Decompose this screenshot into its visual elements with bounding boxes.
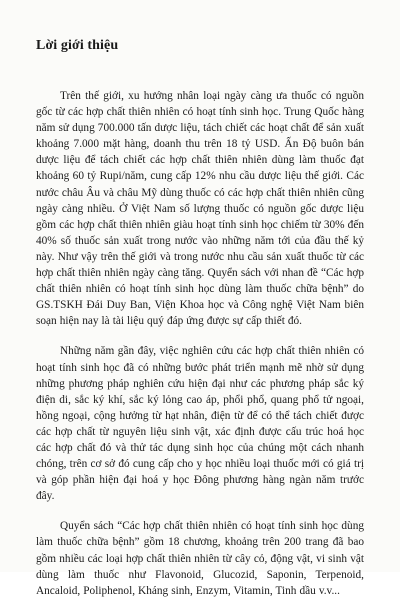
page-title: Lời giới thiệu <box>36 38 119 53</box>
paragraph-1: Trên thế giới, xu hướng nhân loại ngày càng ưa thuốc có nguồn gốc từ các hợp chất thiên nhiên có hoạt tính sinh học. Trung Quốc hàng năm sử dụng 700.000 tấn dược liệu, tách chiết các hoạt chất để sản xuất khoảng 7.000 mặt hàng, doanh thu trên 18 tỷ USD. Ấn Độ buôn bán dược liệu để tách chiết các hợp chất thiên nhiên dùng làm thuốc đạt khoảng 60 tỷ Rupi/năm, cung cấp 12% nhu cầu dược liệu thế giới. Các nước châu Âu và châu Mỹ dùng thuốc có các hợp chất thiên nhiên cũng ngày càng nhiều. Ở Việt Nam số lượng thuốc có nguồn gốc dược liệu gồm các hợp chất thiên nhiên giàu hoạt tính sinh học chiếm từ 30% đến 40% số thuốc sản xuất trong nước vào những năm tới của đầu thế kỷ này. Như vậy trên thế giới và trong nước nhu cầu sản xuất thuốc từ các hợp chất thiên nhiên ngày càng tăng. Quyển sách với nhan đề “Các hợp chất thiên nhiên có hoạt tính sinh học dùng làm thuốc chữa bệnh” do GS.TSKH Đái Duy Ban, Viện Khoa học và Công nghệ Việt Nam biên soạn hiện nay là tài liệu quý đáp ứng được sự cấp thiết đó. <box>36 90 364 328</box>
paragraph-2: Những năm gần đây, việc nghiên cứu các hợp chất thiên nhiên có hoạt tính sinh học đã có những bước phát triển mạnh mẽ nhờ sử dụng những phương pháp nghiên cứu hiện đại như các phương pháp sắc ký điện di, sắc ký khí, sắc ký lỏng cao áp, phổi phổ, quang phổ tử ngoại, hồng ngoại, cộng hưởng từ hạt nhân, điện từ để có thể tách chiết được các hợp chất từ nguyên liệu sinh vật, xác định được cấu trúc hoá học các hợp chất đó và thử tác dụng sinh học của chúng một cách nhanh chóng, trên cơ sở đó cung cấp cho y học nhiều loại thuốc mới có giá trị và góp phần hiện đại hoá y học Đông phương hàng ngàn năm trước đây. <box>36 345 364 503</box>
paragraph-3: Quyển sách “Các hợp chất thiên nhiên có hoạt tính sinh học dùng làm thuốc chữa bệnh” gồm 18 chương, khoảng trên 200 trang đã bao gồm nhiều các loại hợp chất thiên nhiên từ cây cỏ, động vật, vi sinh vật dùng làm thuốc như Flavonoid, Glucozid, Saponin, Terpenoid, Ancaloid, Poliphenol, Kháng sinh, Enzym, Vitamin, Tinh dầu v.v... <box>36 520 364 597</box>
